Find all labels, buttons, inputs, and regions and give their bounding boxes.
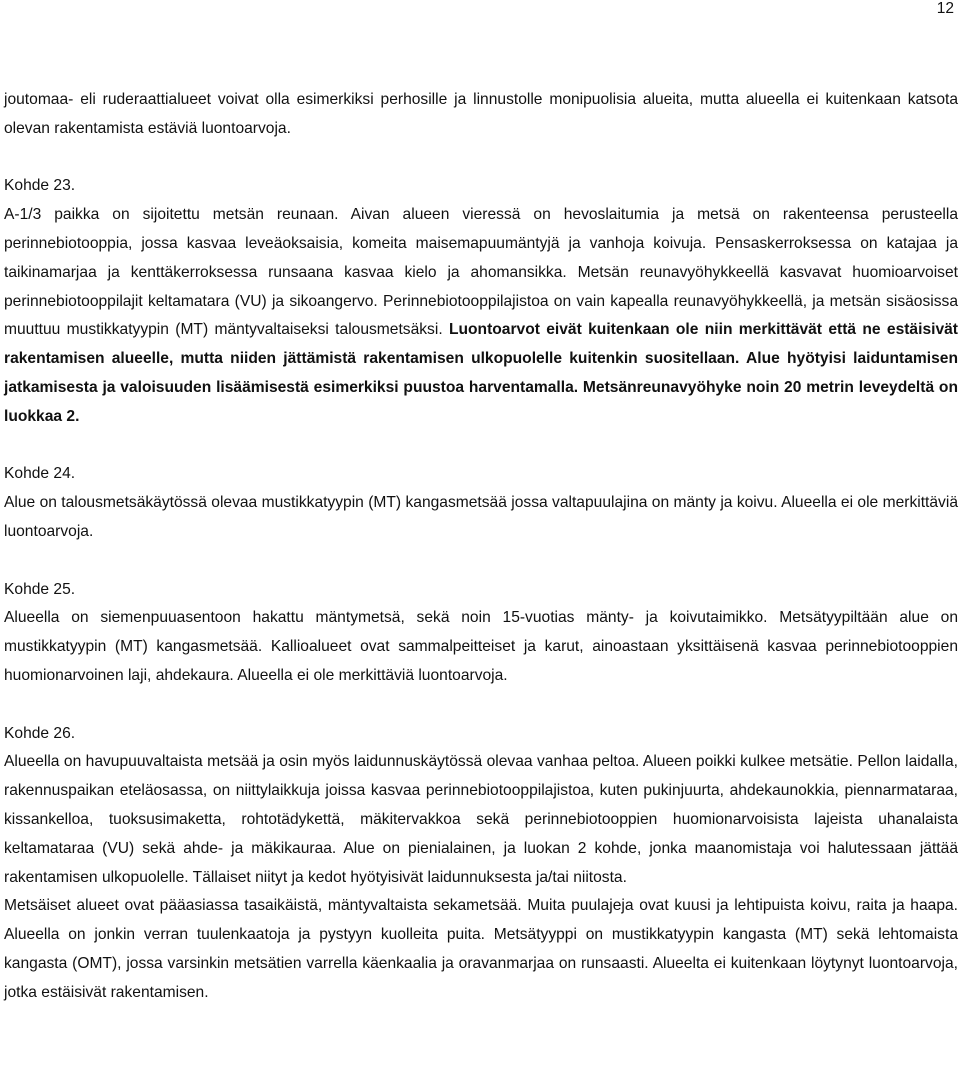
paragraph-gap <box>4 144 958 173</box>
kohde-25-paragraph: Alueella on siemenpuuasentoon hakattu mäntymetsä, sekä noin 15-vuotias mänty- ja koivutaimikko. Metsätyypiltään alue on mustikkatyypin (MT) kangasmetsää. Kallioalueet ovat sammalpeitteiset ja karut, ainoastaan yksittäisenä kasvaa perinnebiotooppien huomionarvoinen laji, ahdekaura. Alueella ei ole merkittäviä luontoarvoja. <box>4 609 958 684</box>
intro-paragraph: joutomaa- eli ruderaattialueet voivat olla esimerkiksi perhosille ja linnustolle monipuolisia alueita, mutta alueella ei kuitenkaan katsota olevan rakentamista estäviä luontoarvoja. <box>4 91 958 137</box>
kohde-24-heading: Kohde 24. <box>4 465 76 483</box>
paragraph-gap <box>4 432 958 461</box>
kohde-26-paragraph-1: Alueella on havupuuvaltaista metsää ja osin myös laidunnuskäytössä olevaa vanhaa peltoa. Alueen poikki kulkee metsätie. Pellon laidalla, rakennuspaikan eteläosassa, on niittylaikkuja joissa kasvaa perinnebiotooppilajistoa, kuten pukinjuurta, ahdekaunokkia, piennarmataraa, kissankelloa, tuoksusimaketta, rohtotädykettä, mäkitervakkoa sekä perinnebiotooppien huomionarvoisista lajeista uhanalaista keltamataraa (VU) sekä ahde- ja mäkikauraa. Alue on pienialainen, ja luokan 2 kohde, jonka maanomistaja voi halutessaan jättää rakentamisen ulkopuolelle. Tällaiset niityt ja kedot hyötyisivät laidunnuksesta ja/tai niitosta. <box>4 753 958 886</box>
paragraph-gap <box>4 691 958 720</box>
paragraph-gap <box>4 547 958 576</box>
kohde-26-heading: Kohde 26. <box>4 724 76 742</box>
kohde-23-heading: Kohde 23. <box>4 177 76 195</box>
kohde-23-bold-text: Luontoarvot eivät kuitenkaan ole niin merkittävät että ne estäisivät rakentamisen alueelle, mutta niiden jättämistä rakentamisen ulkopuolelle kuitenkin suositellaan. Alue hyötyisi laiduntamisen jatkamisesta ja valoisuuden lisäämisestä esimerkiksi puustoa harventamalla. Metsänreunavyöhyke noin 20 metrin leveydeltä on luokkaa 2. <box>4 321 958 425</box>
kohde-23-text: A-1/3 paikka on sijoitettu metsän reunaan. Aivan alueen vieressä on hevoslaitumia ja metsä on rakenteensa perusteella perinnebiotooppia, jossa kasvaa leveäoksaisia, komeita maisemapuumäntyjä ja vanhoja koivuja. Pensaskerroksessa on katajaa ja taikinamarjaa ja kenttäkerroksessa runsaana kasvaa kielo ja ahomansikka. Metsän reunavyöhykkeellä kasvavat huomioarvoiset perinnebiotooppilajit keltamatara (VU) ja sikoangervo. Perinnebiotooppilajistoa on vain kapealla reunavyöhykkeellä, ja metsän sisäosissa muuttuu mustikkatyypin (MT) mäntyvaltaiseksi talousmetsäksi. <box>4 206 958 339</box>
kohde-24-paragraph: Alue on talousmetsäkäytössä olevaa mustikkatyypin (MT) kangasmetsää jossa valtapuulajina on mänty ja koivu. Alueella ei ole merkittäviä luontoarvoja. <box>4 494 958 540</box>
document-body <box>4 86 958 1008</box>
page-number: 12 <box>936 0 954 17</box>
kohde-23-paragraph <box>4 201 958 431</box>
kohde-25-heading: Kohde 25. <box>4 580 76 598</box>
kohde-26-paragraph-2: Metsäiset alueet ovat pääasiassa tasaikäistä, mäntyvaltaista sekametsää. Muita puulajeja ovat kuusi ja lehtipuista koivu, raita ja haapa. Alueella on jonkin verran tuulenkaatoja ja pystyyn kuolleita puita. Metsätyyppi on mustikkatyypin kangasta (MT) sekä lehtomaista kangasta (OMT), jossa varsinkin metsätien varrella käenkaalia ja oravanmarjaa on runsaasti. Alueelta ei kuitenkaan löytynyt luontoarvoja, jotka estäisivät rakentamisen. <box>4 897 958 1001</box>
